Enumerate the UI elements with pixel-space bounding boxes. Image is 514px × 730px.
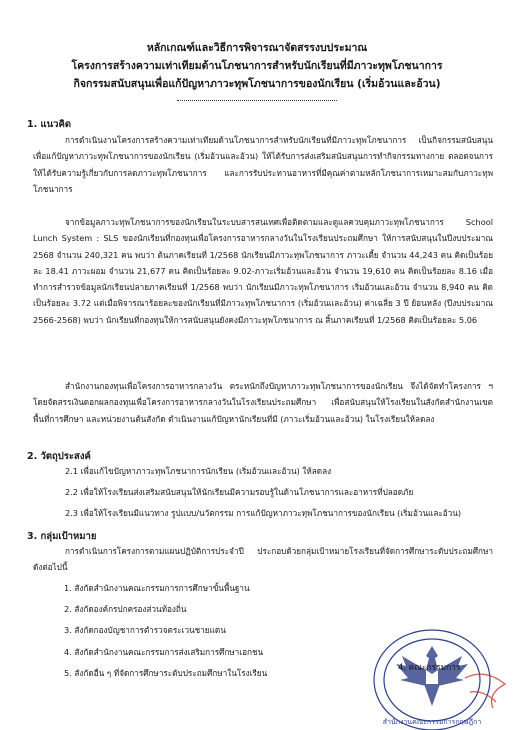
seal-text: สำนักงานคณะกรรมการกฤษฎีกา [382, 718, 482, 726]
section1-para1 [33, 132, 493, 197]
target-item: 3. สังกัดกองบัญชาการตำรวจตระเวนชายแดน [64, 625, 226, 635]
section3-intro-text: การดำเนินการโครงการตามแผนปฏิบัติการประจำปี ประกอบด้วยกลุ่มเป้าหมายโรงเรียนที่จัดการศึกษาระดับประถมศึกษา ดังต่อไปนี้ [33, 546, 493, 573]
doc-title-line2: โครงการสร้างความเท่าเทียมด้านโภชนาการสำหรับนักเรียนที่มีภาวะทุพโภชนาการ [71, 60, 443, 72]
title-divider [177, 100, 337, 101]
target-item: 5. สังกัดอื่น ๆ ที่จัดการศึกษาระดับประถมศึกษาในโรงเรียน [64, 668, 268, 678]
objective-item: 2.3 เพื่อให้โรงเรียนมีแนวทาง รูปแบบ/นวัตกรรม การแก้ปัญหาภาวะทุพโภชนาการของนักเรียน (เริ่มอ้วนและอ้วน) [65, 508, 462, 518]
section1-para2-text: จากข้อมูลภาวะทุพโภชนาการของนักเรียนในระบบสารสนเทศเพื่อติดตามและดูแลควบคุมภาวะทุพโภชนาการ School Lunch System : SLS ของนักเรียนที่กองทุนเพื่อโครงการอาหารกลางวันในโรงเรียนประถมศึกษา ให้การสนับสนุนในปีงบประมาณ 2568 จำนวน 240,321 คน พบว่า ต้นภาคเรียนที่ 1/2568 นักเรียนมีภาวะทุพโภชนาการ ภาวะเตี้ย จำนวน 44,243 คน คิดเป็นร้อยละ 18.41 ภาวะผอม จำนวน 21,677 คน คิดเป็นร้อยละ 9.02-ภาวะเริ่มอ้วนและอ้วน จำนวน 19,610 คน คิดเป็นร้อยละ 8.16 เมื่อทำการสำรวจข้อมูลนักเรียนปลายภาคเรียนที่ 1/2568 พบว่า นักเรียนมีภาวะทุพโภชนาการ เริ่มอ้วนและอ้วน จำนวน 8,940 คน คิดเป็นร้อยละ 3.72 แต่เมื่อพิจารณาร้อยละของนักเรียนที่มีภาวะทุพโภชนาการ (เริ่มอ้วนและอ้วน) ค่าเฉลี่ย 3 ปี ย้อนหลัง (ปีงบประมาณ 2566-2568) พบว่า นักเรียนที่กองทุนให้การสนับสนุนยังคงมีภาวะทุพโภชนาการ ณ สิ้นภาคเรียนที่ 1/2568 คิดเป็นร้อยละ 5.06 [33, 217, 493, 325]
section1-para3 [33, 378, 493, 427]
page-number: 4. คณะกรรมการ [398, 662, 461, 672]
section3-heading: 3. กลุ่มเป้าหมาย [27, 531, 97, 542]
target-item: 4. สังกัดสำนักงานคณะกรรมการส่งเสริมการศึกษาเอกชน [64, 647, 264, 657]
doc-title-line3: กิจกรรมสนับสนุนเพื่อแก้ปัญหาภาวะทุพโภชนาการของนักเรียน (เริ่มอ้วนและอ้วน) [73, 78, 441, 90]
section3-intro [33, 543, 493, 576]
section1-para3-text: สำนักงานกองทุนเพื่อโครงการอาหารกลางวัน ตระหนักถึงปัญหาภาวะทุพโภชนาการของนักเรียน จึงได้จัดทำโครงการ ฯ โดยจัดสรรเงินดอกผลกองทุนเพื่อโครงการอาหารกลางวันในโรงเรียนประถมศึกษา เพื่อสนับสนุนให้โรงเรียนในสังกัดสำนักงานเขตพื้นที่การศึกษา และหน่วยงานต้นสังกัด ดำเนินงานแก้ปัญหานักเรียนที่มี (ภาวะเริ่มอ้วนและอ้วน) ในโรงเรียนให้ลดลง [33, 381, 493, 424]
doc-title-line1: หลักเกณฑ์และวิธีการพิจารณาจัดสรรงบประมาณ [146, 42, 368, 54]
section1-heading: 1. แนวคิด [27, 119, 72, 130]
objective-item: 2.2 เพื่อให้โรงเรียนส่งเสริมสนับสนุนให้นักเรียนมีความรอบรู้ในด้านโภชนาการและอาหารที่ปลอดภัย [65, 487, 414, 497]
target-item: 1. สังกัดสำนักงานคณะกรรมการการศึกษาขั้นพื้นฐาน [64, 583, 250, 593]
target-item: 2. สังกัดองค์กรปกครองส่วนท้องถิ่น [64, 604, 187, 614]
section1-para2 [33, 214, 493, 328]
section1-para1-text: การดำเนินงานโครงการสร้างความเท่าเทียมด้านโภชนาการสำหรับนักเรียนที่มีภาวะทุพโภชนาการ เป็นกิจกรรมสนับสนุนเพื่อแก้ปัญหาภาวะทุพโภชนาการของนักเรียน (เริ่มอ้วนและอ้วน) ให้ได้รับการส่งเสริมสนับสนุนการทำกิจกรรมทางกาย ตลอดจนการให้ได้รับความรู้เกี่ยวกับการลดภาวะทุพโภชนาการ และการรับประทานอาหารที่มีคุณค่าตามหลักโภชนาการเหมาะสมกับภาวะทุพโภชนาการ [33, 135, 493, 194]
section2-heading: 2. วัตถุประสงค์ [27, 451, 91, 462]
objective-item: 2.1 เพื่อแก้ไขปัญหาภาวะทุพโภชนาการนักเรียน (เริ่มอ้วนและอ้วน) ให้ลดลง [65, 466, 332, 476]
